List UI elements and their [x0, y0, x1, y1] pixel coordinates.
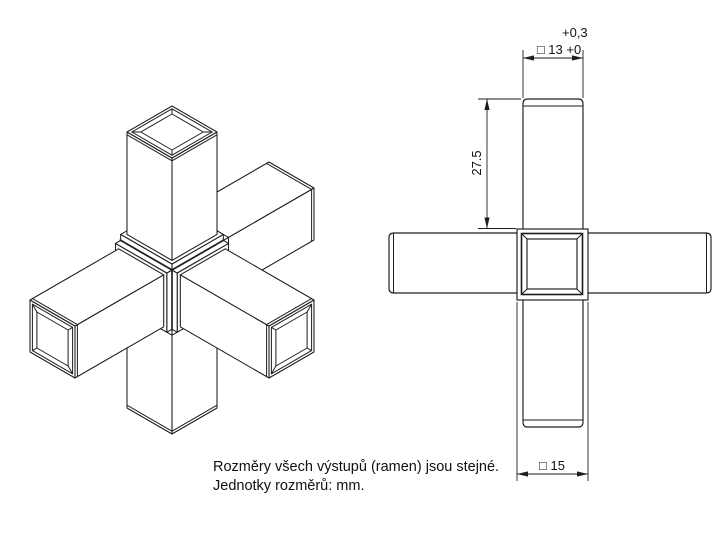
- dim-arm-width-label: □ 13 +0: [536, 42, 582, 57]
- dimension-arm-length: [469, 99, 521, 229]
- drawing-notes: [213, 459, 499, 494]
- front-view: [389, 25, 711, 481]
- iso-arm-top: [121, 106, 224, 270]
- dim-arm-width-tolerance-upper: +0,3: [562, 25, 588, 40]
- front-view-top-arm: [523, 99, 583, 229]
- isometric-view: [30, 106, 314, 434]
- dimension-arm-width: [523, 25, 588, 98]
- front-view-bottom-arm: [523, 300, 583, 427]
- front-view-front-arm-end-face: [527, 239, 577, 289]
- dimension-cube-width: [517, 302, 588, 481]
- front-view-right-arm: [588, 233, 711, 293]
- dim-arm-length-label: 27.5: [469, 150, 484, 176]
- note-line-1: Rozměry všech výstupů (ramen) jsou stejné.: [213, 459, 500, 475]
- front-view-left-arm: [389, 233, 517, 293]
- note-line-2: Jednotky rozměrů: mm.: [213, 478, 365, 494]
- dim-cube-width-label: □ 15: [539, 458, 565, 473]
